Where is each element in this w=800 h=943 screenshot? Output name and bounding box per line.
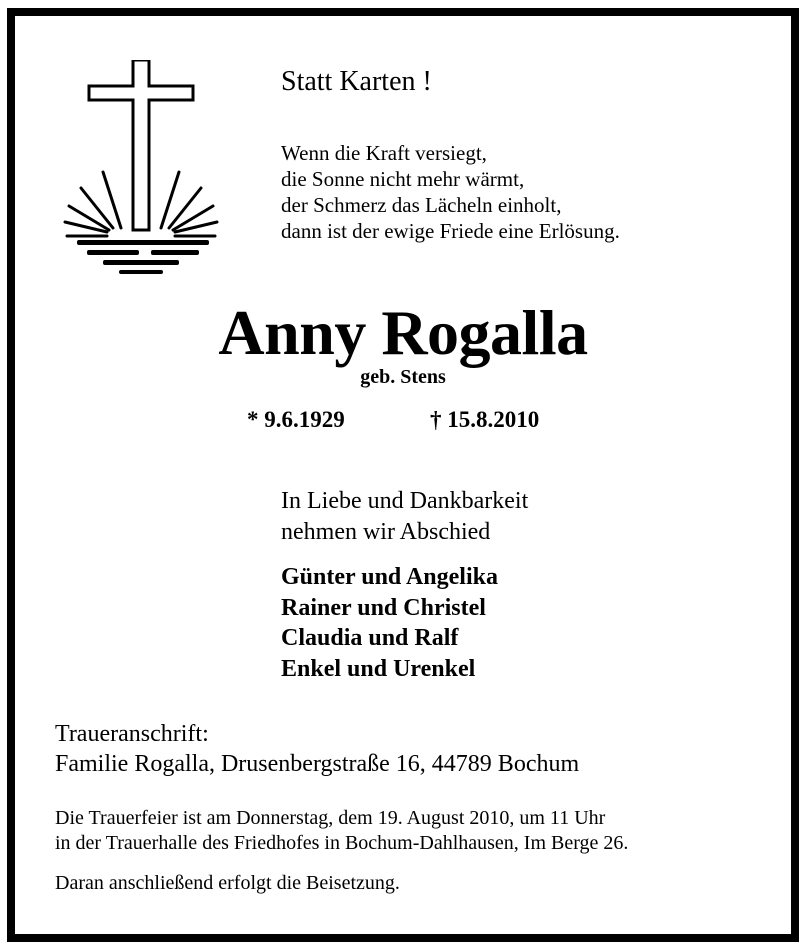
- ceremony-line: Die Trauerfeier ist am Donnerstag, dem 19. August 2010, um 11 Uhr: [55, 807, 606, 829]
- poem-line: die Sonne nicht mehr wärmt,: [281, 167, 525, 191]
- poem-line: Wenn die Kraft versiegt,: [281, 141, 487, 165]
- ceremony-info: [55, 806, 628, 856]
- mourner: Enkel und Urenkel: [281, 655, 476, 682]
- mourning-address: Familie Rogalla, Drusenbergstraße 16, 44789 Bochum: [55, 751, 580, 777]
- mourner: Rainer und Christel: [281, 594, 486, 621]
- poem-line: der Schmerz das Lächeln einholt,: [281, 193, 562, 217]
- mourner: Günter und Angelika: [281, 564, 498, 590]
- deceased-name: Anny Rogalla: [218, 297, 588, 368]
- poem: [281, 140, 620, 244]
- farewell-text: [281, 486, 528, 548]
- maiden-name: geb. Stens: [360, 366, 446, 388]
- mourner: Claudia und Ralf: [281, 625, 459, 651]
- mourners-list: [281, 562, 498, 684]
- farewell-line: In Liebe und Dankbarkeit: [281, 488, 529, 514]
- obituary-card: [7, 8, 799, 942]
- death-date: † 15.8.2010: [430, 407, 540, 432]
- address-label: Traueranschrift:: [55, 721, 209, 747]
- farewell-line: nehmen wir Abschied: [281, 519, 491, 545]
- cross-sunrise-icon: [63, 60, 223, 280]
- burial-info: Daran anschließend erfolgt die Beisetzung.: [55, 872, 400, 894]
- poem-line: dann ist der ewige Friede eine Erlösung.: [281, 219, 620, 243]
- header-statt-karten: Statt Karten !: [281, 66, 432, 97]
- birth-date: * 9.6.1929: [247, 407, 345, 432]
- ceremony-line: in der Trauerhalle des Friedhofes in Bochum-Dahlhausen, Im Berge 26.: [55, 832, 629, 854]
